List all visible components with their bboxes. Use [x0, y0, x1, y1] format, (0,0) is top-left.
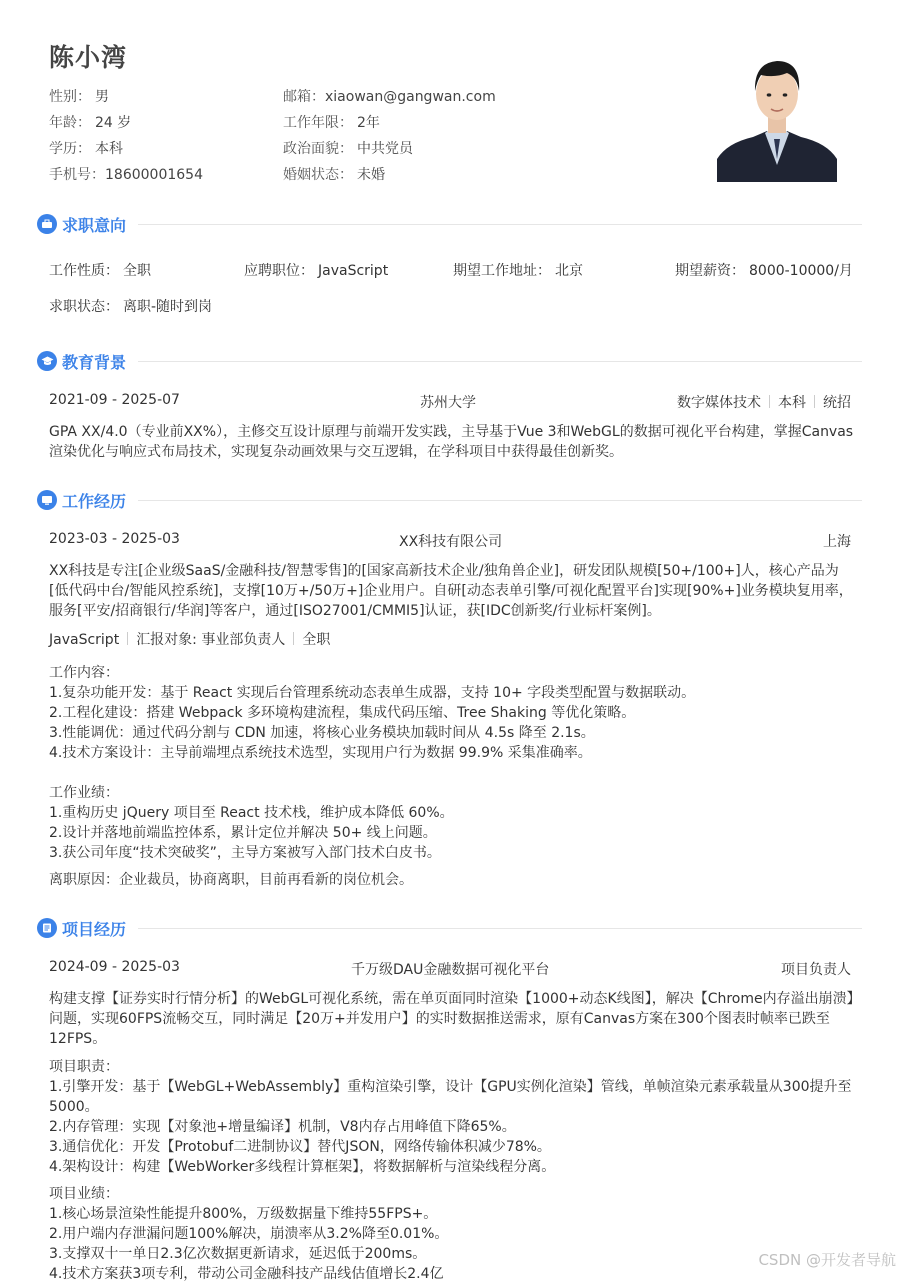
- section-work-header: [37, 488, 862, 512]
- years-label: 工作年限：: [283, 115, 353, 131]
- candidate-name: 陈小湾: [49, 43, 128, 72]
- section-intention-header: [37, 212, 862, 236]
- status-label: 求职状态：: [49, 299, 119, 315]
- list-item: 2.用户端内存泄漏问题100%解决，崩溃率从3.2%降至0.01%。: [49, 1226, 449, 1242]
- section-divider: [138, 224, 862, 225]
- work-content-block: [49, 663, 854, 763]
- csdn-watermark: CSDN @开发者导航: [758, 1251, 896, 1269]
- separator: [127, 632, 128, 645]
- gender-row: [49, 86, 109, 106]
- list-item: 4.技术方案设计：主导前端埋点系统技术选型，实现用户行为数据 99.9% 采集准确率。: [49, 745, 592, 761]
- separator: [814, 395, 815, 408]
- list-item: 3.支撑双十一单日2.3亿次数据更新请求，延迟低于200ms。: [49, 1246, 427, 1262]
- document-icon: [37, 918, 57, 938]
- list-item: 3.通信优化：开发【Protobuf二进制协议】替代JSON，网络传输体积减少78%。: [49, 1139, 551, 1155]
- list-item: 1.复杂功能开发：基于 React 实现后台管理系统动态表单生成器，支持 10+ 字段类型配置与数据联动。: [49, 685, 696, 701]
- list-item: 4.架构设计：构建【WebWorker多线程计算框架】，将数据解析与渲染线程分离。: [49, 1159, 556, 1175]
- project-role: 项目负责人: [781, 962, 851, 978]
- position-label: 应聘职位：: [244, 263, 314, 279]
- email-value: xiaowan@gangwan.com: [325, 89, 496, 105]
- status-value: 离职-随时到岗: [123, 299, 213, 315]
- work-achieve-title: 工作业绩：: [49, 785, 119, 801]
- edu-recruit: 统招: [823, 395, 851, 411]
- phone-row: [49, 164, 203, 184]
- edu-school: 苏州大学: [420, 395, 476, 411]
- salary-value: 8000-10000/月: [749, 263, 853, 279]
- project-period: 2024-09 - 2025-03: [49, 959, 180, 975]
- section-title: 工作经历: [62, 491, 127, 511]
- list-item: 1.重构历史 jQuery 项目至 React 技术栈，维护成本降低 60%。: [49, 805, 454, 821]
- edu-value: 本科: [95, 141, 123, 157]
- job-city: [453, 260, 583, 280]
- edu-label: 学历：: [49, 141, 91, 157]
- job-type: [49, 260, 151, 280]
- work-tag: 全职: [302, 632, 331, 648]
- separator: [769, 395, 770, 408]
- section-project-header: [37, 916, 862, 940]
- section-divider: [138, 361, 862, 362]
- edu-description: GPA XX/4.0（专业前XX%），主修交互设计原理与前端开发实践，主导基于Vue 3和WebGL的数据可视化平台构建，掌握Canvas渲染优化与响应式布局技术，实现复杂动画效果与交互逻辑，在学科项目中获得最佳创新奖。: [49, 424, 854, 460]
- marital-label: 婚姻状态：: [283, 167, 353, 183]
- work-content-title: 工作内容：: [49, 665, 119, 681]
- age-row: [49, 112, 131, 132]
- briefcase-icon: [37, 214, 57, 234]
- years-value: 2年: [357, 115, 380, 131]
- project-name: 千万级DAU金融数据可视化平台: [351, 962, 550, 978]
- company-intro: XX科技是专注[企业级SaaS/金融科技/智慧零售]的[国家高新技术企业/独角兽企业]，研发团队规模[50+/100+]人，核心产品为[低代码中台/智能风控系统]，支撑[10万+/50万+]企业用户。自研[动态表单引擎/可视化配置平台]实现[90%+]业务模块复用率，服务[平安/招商银行/华润]等客户，通过[ISO27001/CMMI5]认证，获[IDC创新奖/行业标杆案例]。: [49, 563, 853, 619]
- monitor-icon: [37, 490, 57, 510]
- section-education-header: [37, 349, 862, 373]
- marital-row: [283, 164, 385, 184]
- list-item: 3.获公司年度“技术突破奖”，主导方案被写入部门技术白皮书。: [49, 845, 441, 861]
- work-achieve-block: [49, 783, 854, 863]
- work-city: 上海: [823, 534, 851, 550]
- list-item: 2.内存管理：实现【对象池+增量编译】机制，V8内存占用峰值下降65%。: [49, 1119, 516, 1135]
- job-type-value: 全职: [123, 263, 151, 279]
- edu-major: 数字媒体技术: [677, 395, 761, 411]
- list-item: 1.核心场景渲染性能提升800%，万级数据量下维持55FPS+。: [49, 1206, 438, 1222]
- project-duty-block: [49, 1057, 854, 1177]
- position-value: JavaScript: [318, 263, 389, 279]
- work-tag: 汇报对象: 事业部负责人: [136, 632, 286, 648]
- edu-row: [49, 138, 123, 158]
- edu-major-info: [677, 392, 851, 412]
- phone-value: 18600001654: [105, 167, 203, 183]
- age-value: 24 岁: [95, 115, 132, 131]
- gender-label: 性别：: [49, 89, 91, 105]
- separator: [293, 632, 294, 645]
- salary-label: 期望薪资：: [675, 263, 745, 279]
- project-description: 构建支撑【证券实时行情分析】的WebGL可视化系统，需在单页面同时渲染【1000+动态K线图】，解决【Chrome内存溢出崩溃】问题，实现60FPS流畅交互，同时满足【20万+并发用户】的实时数据推送需求，原有Canvas方案在300个图表时帧率已跌至12FPS。: [49, 991, 854, 1047]
- section-title: 求职意向: [62, 215, 127, 235]
- section-divider: [138, 928, 862, 929]
- edu-period: 2021-09 - 2025-07: [49, 392, 180, 408]
- section-title: 教育背景: [62, 352, 127, 372]
- project-duty-title: 项目职责：: [49, 1059, 119, 1075]
- section-divider: [138, 500, 862, 501]
- section-title: 项目经历: [62, 919, 127, 939]
- gender-value: 男: [95, 89, 109, 105]
- years-row: [283, 112, 380, 132]
- list-item: 3.性能调优：通过代码分割与 CDN 加速，将核心业务模块加载时间从 4.5s 降至 2.1s。: [49, 725, 595, 741]
- graduation-cap-icon: [37, 351, 57, 371]
- email-row: [283, 86, 496, 106]
- list-item: 2.工程化建设：搭建 Webpack 多环境构建流程，集成代码压缩、Tree Shaking 等优化策略。: [49, 705, 636, 721]
- city-value: 北京: [555, 263, 583, 279]
- avatar-photo: [717, 47, 837, 182]
- politics-value: 中共党员: [357, 141, 413, 157]
- leave-reason: 离职原因：企业裁员，协商离职，目前再看新的岗位机会。: [49, 872, 413, 888]
- edu-degree: 本科: [778, 395, 806, 411]
- list-item: 4.技术方案获3项专利，带动公司金融科技产品线估值增长2.4亿: [49, 1266, 444, 1282]
- job-status: [49, 296, 212, 316]
- project-result-block: [49, 1184, 854, 1284]
- email-label: 邮箱：: [283, 89, 325, 105]
- job-position: [244, 260, 388, 280]
- politics-label: 政治面貌：: [283, 141, 353, 157]
- job-type-label: 工作性质：: [49, 263, 119, 279]
- work-period: 2023-03 - 2025-03: [49, 531, 180, 547]
- list-item: 1.引擎开发：基于【WebGL+WebAssembly】重构渲染引擎，设计【GPU实例化渲染】管线，单帧渲染元素承载量从300提升至5000。: [49, 1079, 852, 1115]
- work-tags: [49, 629, 330, 649]
- age-label: 年龄：: [49, 115, 91, 131]
- phone-label: 手机号：: [49, 167, 105, 183]
- politics-row: [283, 138, 413, 158]
- project-result-title: 项目业绩：: [49, 1186, 119, 1202]
- city-label: 期望工作地址：: [453, 263, 551, 279]
- list-item: 2.设计并落地前端监控体系，累计定位并解决 50+ 线上问题。: [49, 825, 437, 841]
- work-company: XX科技有限公司: [399, 534, 503, 550]
- work-tag: JavaScript: [49, 632, 120, 648]
- marital-value: 未婚: [357, 167, 385, 183]
- job-salary: [675, 260, 853, 280]
